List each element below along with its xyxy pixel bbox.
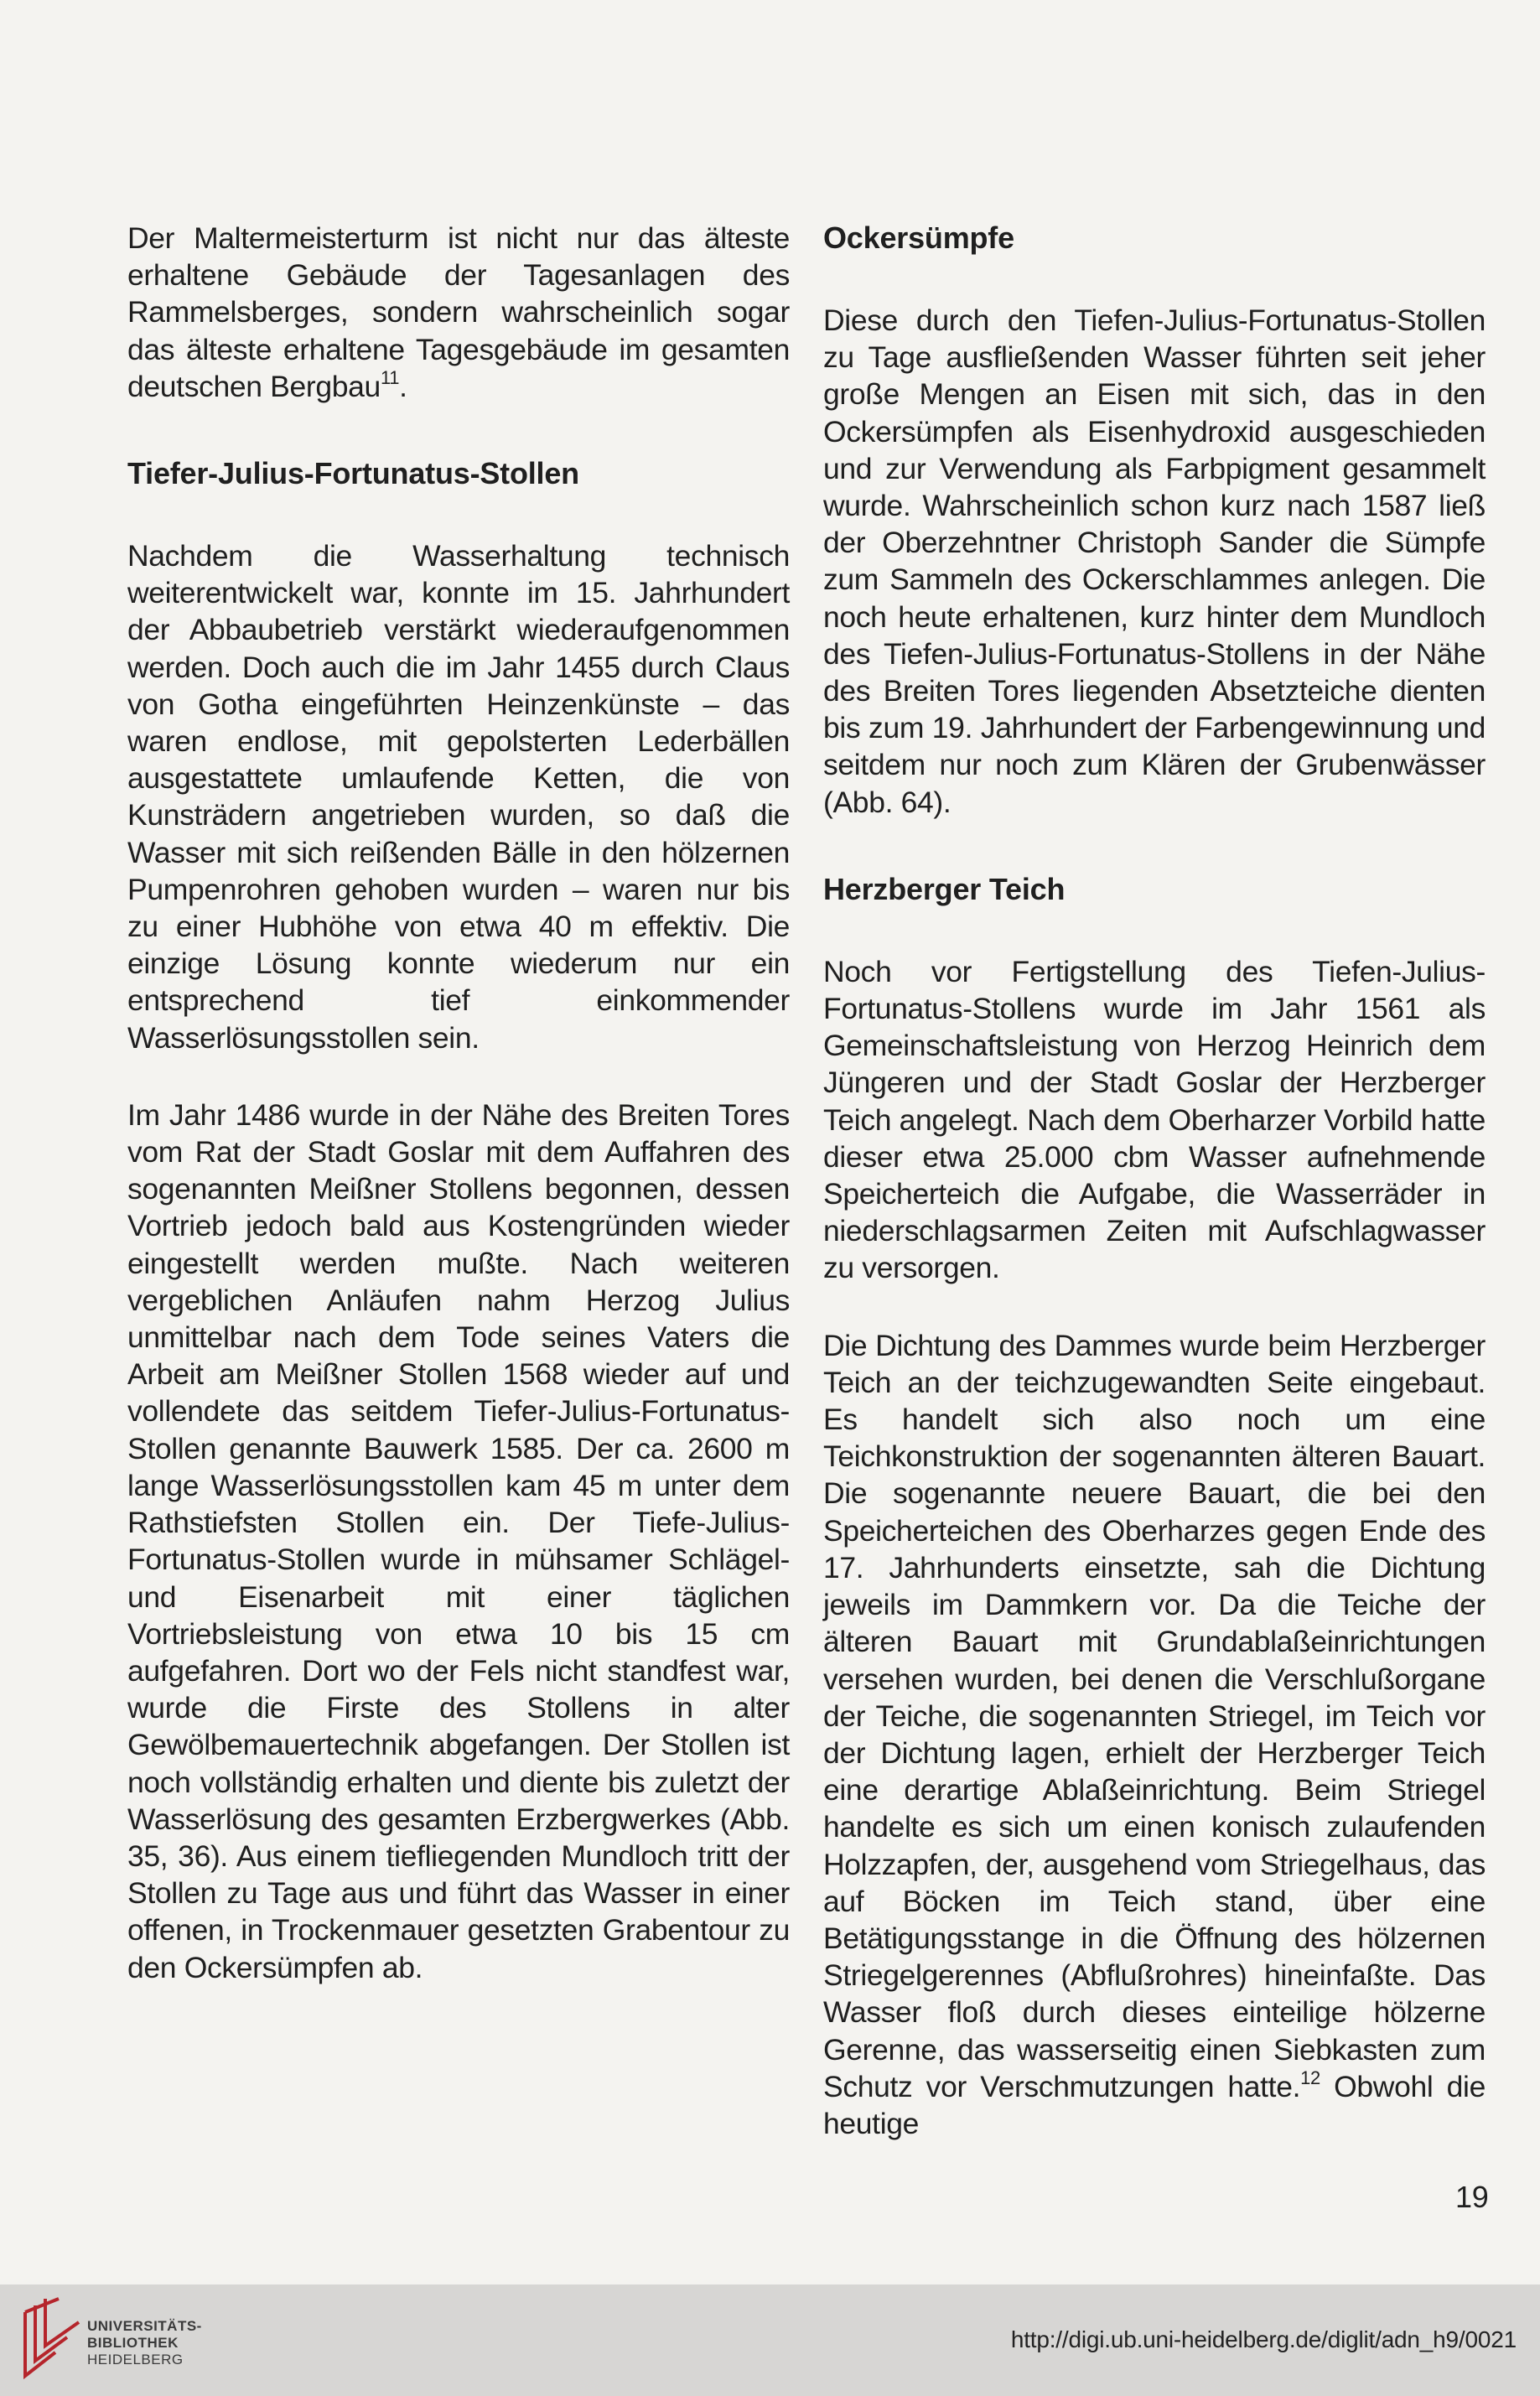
footnote-ref-12[interactable]: 12 (1300, 2067, 1320, 2088)
viewer-footer (0, 2284, 1540, 2396)
paragraph-maltermeisterturm: Der Maltermeisterturm ist nicht nur das älteste erhaltene Gebäude der Tagesanlagen des Rammelsberges, sondern wahrscheinlich sogar das älteste erhaltene Tagesgebäude im gesamten deutschen Bergbau$^{11}$. (127, 221, 790, 403)
left-column (127, 220, 790, 1986)
library-name: UNIVERSITÄTS- BIBLIOTHEK HEIDELBERG (87, 2318, 202, 2367)
heading-tiefer-julius-fortunatus-stollen: Tiefer-Julius-Fortunatus-Stollen (127, 456, 579, 491)
paragraph-meissner-stollen: Im Jahr 1486 wurde in der Nähe des Breiten Tores vom Rat der Stadt Goslar mit dem Auffahren des sogenannten Meißner Stollens begonnen, dessen Vortrieb jedoch bald aus Kostengründen wieder eingestellt werden mußte. Nach weiteren vergeblichen Anläufen nahm Herzog Julius unmittelbar nach dem Tode seines Vaters die Arbeit am Meißner Stollen 1568 wieder auf und vollendete das seitdem Tiefer-Julius-Fortunatus-Stollen genannte Bauwerk 1585. Der ca. 2600 m lange Wasserlösungsstollen kam 45 m unter dem Rathstiefsten Stollen ein. Der Tiefe-Julius-Fortunatus-Stollen wurde in mühsamer Schlägel- und Eisenarbeit mit einer täglichen Vortriebsleistung von etwa 10 bis 15 cm aufgefahren. Dort wo der Fels nicht standfest war, wurde die Firste des Stollens in alter Gewölbemauertechnik abgefangen. Der Stollen ist noch vollständig erhalten und diente bis zuletzt der Wasserlösung des gesamten Erzbergwerkes (Abb. 35, 36). Aus einem tiefliegenden Mundloch tritt der Stollen zu Tage aus und führt das Wasser in einer offenen, in Trockenmauer gesetzten Grabentour zu den Ockersümpfen ab. (127, 1097, 790, 1984)
paragraph-herzberger-teich: Noch vor Fertigstellung des Tiefen-Julius-Fortunatus-Stollens wurde im Jahr 1561 als Gemeinschaftsleistung von Herzog Heinrich dem Jüngeren und der Stadt Goslar der Herzberger Teich angelegt. Nach dem Oberharzer Vorbild hatte dieser etwa 25.000 cbm Wasser aufnehmende Speicherteich die Aufgabe, die Wasserräder in niederschlagsarmen Zeiten mit Aufschlagwasser zu versorgen. (823, 954, 1486, 1285)
university-library-logo-icon[interactable] (17, 2295, 86, 2383)
permalink-url[interactable]: http://digi.ub.uni-heidelberg.de/diglit/adn_h9/0021 (1010, 2326, 1517, 2352)
heading-herzberger-teich: Herzberger Teich (823, 871, 1066, 906)
paragraph-wasserhaltung: Nachdem die Wasserhaltung technisch weiterentwickelt war, konnte im 15. Jahrhundert der Abbaubetrieb verstärkt wiederaufgenommen werden. Doch auch die im Jahr 1455 durch Claus von Gotha eingeführten Heinzenkünste – das waren endlose, mit gepolsterten Lederbällen ausgestattete umlaufende Ketten, die von Kunsträdern angetrieben wurden, so daß die Wasser mit sich reißenden Bälle in den hölzernen Pumpenrohren gehoben wurden – waren nur bis zu einer Hubhöhe von etwa 40 m effektiv. Die einzige Lösung konnte wiederum nur ein entsprechend tief einkommender Wasserlösungsstollen sein. (127, 539, 790, 1055)
heading-ockersuempfe: Ockersümpfe (823, 220, 1014, 255)
paragraph-dichtung: Die Dichtung des Dammes wurde beim Herzberger Teich an der teichzugewandten Seite eingebaut. Es handelt sich also noch um eine Teichkonstruktion der sogenannten älteren Bauart. Die sogenannte neuere Bauart, die bei den Speicherteichen des Oberharzes gegen Ende des 17. Jahrhunderts einsetzte, sah die Dichtung jeweils im Dammkern vor. Da die Teiche der älteren Bauart mit Grundablaßeinrichtungen versehen wurden, bei denen die Verschlußorgane der Teiche, die sogenannten Striegel, im Teich vor der Dichtung lagen, erhielt der Herzberger Teich eine derartige Ablaßeinrichtung. Beim Striegel handelte es sich um einen konisch zulaufenden Holzzapfen, der, ausgehend vom Striegelhaus, das auf Böcken im Teich stand, über eine Betätigungsstange in die Öffnung des hölzernen Striegelgerennes (Abflußrohres) hineinfaßte. Das Wasser floß durch dieses einteilige hölzerne Gerenne, das wasserseitig einen Siebkasten zum Schutz vor Verschmutzungen hatte.$^{12}$ Obwohl die heutige (823, 1328, 1486, 2140)
page-number: 19 (1455, 2180, 1489, 2214)
right-column (823, 220, 1486, 2142)
footnote-ref-11[interactable]: 11 (380, 366, 400, 388)
paragraph-ockersuempfe: Diese durch den Tiefen-Julius-Fortunatus-Stollen zu Tage ausfließenden Wasser führten seit jeher große Mengen an Eisen mit sich, das in den Ockersümpfen als Eisenhydroxid ausgeschieden und zur Verwendung als Farbpigment gesammelt wurde. Wahrscheinlich schon kurz nach 1587 ließ der Oberzehntner Christoph Sander die Sümpfe zum Sammeln des Ockerschlammes anlegen. Die noch heute erhaltenen, kurz hinter dem Mundloch des Tiefen-Julius-Fortunatus-Stollens in der Nähe des Breiten Tores liegenden Absetzteiche dienten bis zum 19. Jahrhundert der Farbengewinnung und seitdem nur noch zum Klären der Grubenwässer (Abb. 64). (823, 303, 1486, 819)
